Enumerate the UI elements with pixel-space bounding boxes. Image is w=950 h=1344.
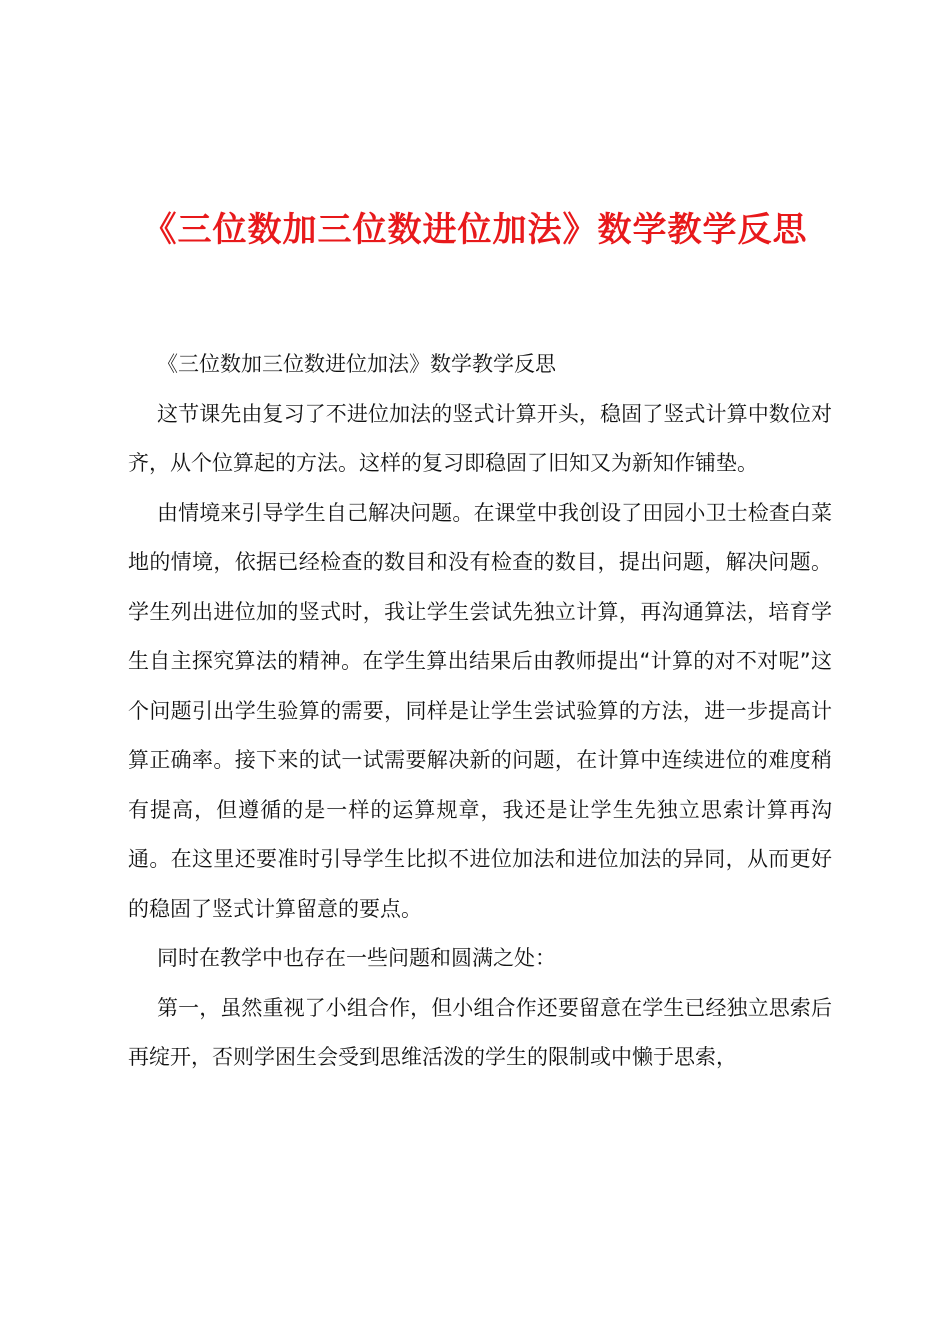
paragraph: 第一，虽然重视了小组合作，但小组合作还要留意在学生已经独立思索后再绽开，否则学困生会受到思维活泼的学生的限制或中懒于思索， [128,995,832,1069]
paragraph: 由情境来引导学生自己解决问题。在课堂中我创设了田园小卫士检查白菜地的情境，依据已经检查的数目和没有检查的数目，提出问题，解决问题。学生列出进位加的竖式时，我让学生尝试先独立计算，再沟通算法，培育学生自主探究算法的精神。在学生算出结果后由教师提出“计算的对不对呢”这个问题引出学生验算的需要，同样是让学生尝试验算的方法，进一步提高计算正确率。接下来的试一试需要解决新的问题，在计算中连续进位的难度稍有提高，但遵循的是一样的运算规章，我还是让学生先独立思索计算再沟通。在这里还要准时引导学生比拟不进位加法和进位加法的异同，从而更好的稳固了竖式计算留意的要点。 [128,500,832,921]
document-body [128,340,832,1083]
document-title: 《三位数加三位数进位加法》数学教学反思 [142,210,808,250]
paragraph-heading: 《三位数加三位数进位加法》数学教学反思 [157,352,556,376]
paragraph: 同时在教学中也存在一些问题和圆满之处： [157,946,556,970]
paragraph: 这节课先由复习了不进位加法的竖式计算开头，稳固了竖式计算中数位对齐，从个位算起的方法。这样的复习即稳固了旧知又为新知作铺垫。 [128,401,832,475]
